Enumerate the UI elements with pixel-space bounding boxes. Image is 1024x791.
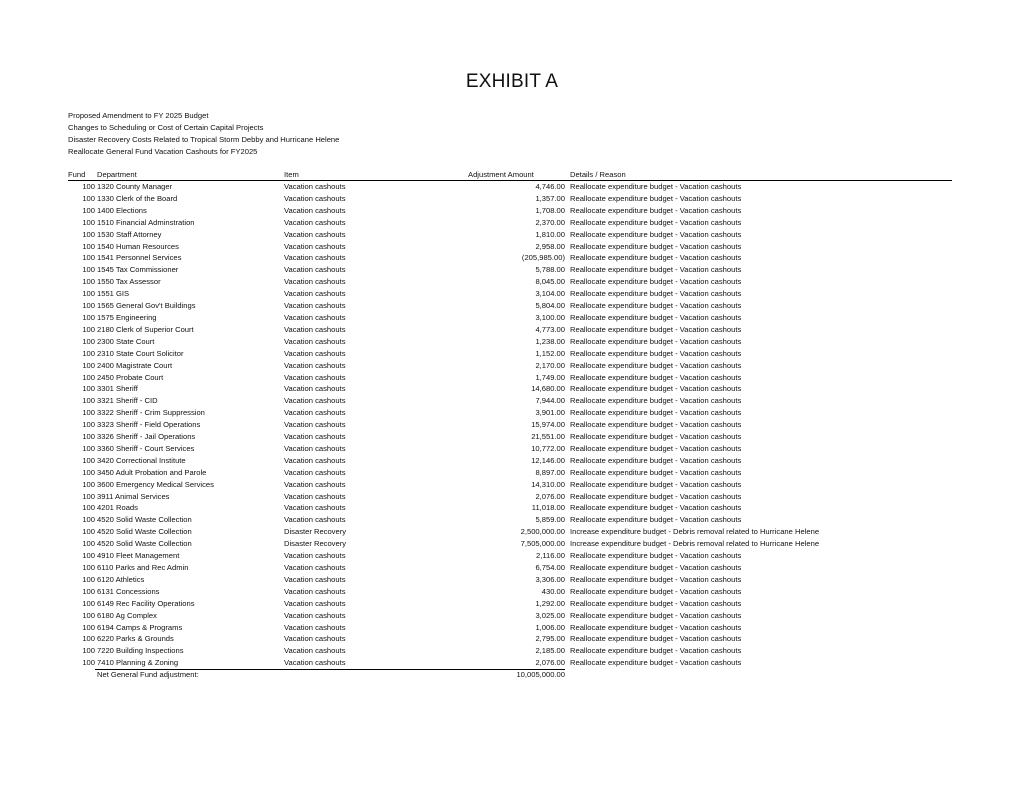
table-row bbox=[68, 193, 952, 205]
cell-amount: 1,152.00 bbox=[535, 348, 565, 358]
cell-fund: 100 bbox=[82, 658, 95, 668]
cell-department: 3450 Adult Probation and Parole bbox=[97, 467, 207, 477]
cell-item: Vacation cashouts bbox=[284, 443, 346, 453]
cell-details: Reallocate expenditure budget - Vacation cashouts bbox=[570, 372, 742, 382]
intro-line: Proposed Amendment to FY 2025 Budget bbox=[68, 111, 209, 120]
table-row bbox=[68, 360, 952, 372]
table-row bbox=[68, 300, 952, 312]
header-fund: Fund bbox=[68, 170, 86, 179]
cell-item: Vacation cashouts bbox=[284, 646, 346, 656]
cell-fund: 100 bbox=[82, 467, 95, 477]
table-row bbox=[68, 598, 952, 610]
table-row bbox=[68, 538, 952, 550]
cell-details: Reallocate expenditure budget - Vacation cashouts bbox=[570, 324, 742, 334]
cell-details: Reallocate expenditure budget - Vacation cashouts bbox=[570, 658, 742, 668]
cell-department: 3420 Correctional Institute bbox=[97, 455, 186, 465]
table-row bbox=[68, 633, 952, 645]
cell-fund: 100 bbox=[82, 646, 95, 656]
cell-department: 2450 Probate Court bbox=[97, 372, 164, 382]
cell-amount: 14,680.00 bbox=[531, 384, 565, 394]
cell-department: 1551 GIS bbox=[97, 289, 130, 299]
cell-department: 1530 Staff Attorney bbox=[97, 229, 162, 239]
cell-details: Reallocate expenditure budget - Vacation cashouts bbox=[570, 574, 742, 584]
cell-department: 3600 Emergency Medical Services bbox=[97, 479, 214, 489]
table-row bbox=[68, 491, 952, 503]
cell-department: 6110 Parks and Rec Admin bbox=[97, 563, 189, 572]
cell-department: 3323 Sheriff - Field Operations bbox=[97, 420, 201, 430]
cell-fund: 100 bbox=[82, 408, 95, 418]
cell-details: Reallocate expenditure budget - Vacation cashouts bbox=[570, 301, 742, 311]
cell-details: Reallocate expenditure budget - Vacation cashouts bbox=[570, 551, 742, 561]
cell-amount: 3,306.00 bbox=[535, 574, 565, 584]
cell-fund: 100 bbox=[82, 384, 95, 394]
cell-amount: 4,746.00 bbox=[535, 182, 565, 191]
cell-department: 6149 Rec Facility Operations bbox=[97, 598, 195, 608]
cell-amount: 5,788.00 bbox=[535, 265, 565, 275]
table-row bbox=[68, 419, 952, 431]
cell-fund: 100 bbox=[82, 527, 95, 537]
cell-item: Vacation cashouts bbox=[284, 348, 346, 358]
total-row bbox=[68, 669, 952, 681]
cell-details: Reallocate expenditure budget - Vacation cashouts bbox=[570, 193, 742, 203]
intro-line: Disaster Recovery Costs Related to Tropical Storm Debby and Hurricane Helene bbox=[68, 135, 340, 144]
cell-fund: 100 bbox=[82, 539, 95, 549]
cell-item: Vacation cashouts bbox=[284, 622, 346, 632]
cell-item: Vacation cashouts bbox=[284, 515, 346, 525]
cell-item: Vacation cashouts bbox=[284, 241, 346, 251]
cell-fund: 100 bbox=[82, 253, 95, 263]
cell-details: Reallocate expenditure budget - Vacation cashouts bbox=[570, 205, 742, 215]
table-row bbox=[68, 502, 952, 514]
cell-details: Reallocate expenditure budget - Vacation cashouts bbox=[570, 265, 742, 275]
cell-department: 2310 State Court Solicitor bbox=[97, 348, 184, 358]
total-amount: 10,005,000.00 bbox=[516, 670, 565, 680]
cell-amount: 12,146.00 bbox=[531, 455, 565, 465]
table-body bbox=[68, 181, 952, 669]
cell-amount: 1,238.00 bbox=[535, 336, 565, 346]
cell-department: 3360 Sheriff - Court Services bbox=[97, 443, 195, 453]
cell-amount: 430.00 bbox=[541, 586, 565, 596]
cell-amount: (205,985.00) bbox=[521, 253, 565, 263]
table-row bbox=[68, 395, 952, 407]
cell-fund: 100 bbox=[82, 336, 95, 346]
cell-details: Reallocate expenditure budget - Vacation cashouts bbox=[570, 610, 742, 620]
cell-details: Increase expenditure budget - Debris removal related to Hurricane Helene bbox=[570, 527, 820, 537]
cell-fund: 100 bbox=[82, 193, 95, 203]
table-header bbox=[68, 169, 952, 181]
cell-amount: 1,292.00 bbox=[535, 598, 565, 608]
cell-item: Vacation cashouts bbox=[284, 229, 346, 239]
table-row bbox=[68, 324, 952, 336]
cell-fund: 100 bbox=[82, 503, 95, 513]
cell-details: Reallocate expenditure budget - Vacation cashouts bbox=[570, 217, 742, 227]
cell-item: Vacation cashouts bbox=[284, 301, 346, 311]
cell-amount: 11,018.00 bbox=[531, 503, 565, 513]
cell-details: Reallocate expenditure budget - Vacation cashouts bbox=[570, 289, 742, 299]
cell-amount: 21,551.00 bbox=[531, 432, 565, 442]
cell-item: Vacation cashouts bbox=[284, 432, 346, 442]
cell-fund: 100 bbox=[82, 348, 95, 358]
cell-amount: 14,310.00 bbox=[531, 479, 565, 489]
cell-fund: 100 bbox=[82, 277, 95, 287]
table-row bbox=[68, 407, 952, 419]
cell-amount: 1,810.00 bbox=[535, 229, 565, 239]
table-row bbox=[68, 574, 952, 586]
cell-department: 1510 Financial Adminstration bbox=[97, 217, 195, 227]
cell-item: Vacation cashouts bbox=[284, 277, 346, 287]
exhibit-title: EXHIBIT A bbox=[465, 71, 559, 92]
cell-item: Vacation cashouts bbox=[284, 372, 346, 382]
cell-item: Vacation cashouts bbox=[284, 182, 346, 191]
cell-item: Vacation cashouts bbox=[284, 551, 346, 561]
cell-item: Vacation cashouts bbox=[284, 658, 346, 668]
cell-department: 1545 Tax Commissioner bbox=[97, 265, 179, 275]
cell-department: 1575 Engineering bbox=[97, 312, 157, 322]
table-row bbox=[68, 479, 952, 491]
cell-fund: 100 bbox=[82, 229, 95, 239]
cell-fund: 100 bbox=[82, 515, 95, 525]
cell-details: Increase expenditure budget - Debris removal related to Hurricane Helene bbox=[570, 539, 820, 549]
table-row bbox=[68, 241, 952, 253]
cell-item: Disaster Recovery bbox=[284, 539, 347, 549]
cell-fund: 100 bbox=[82, 241, 95, 251]
table-row bbox=[68, 181, 952, 193]
cell-fund: 100 bbox=[82, 598, 95, 608]
cell-amount: 6,754.00 bbox=[535, 563, 565, 572]
cell-details: Reallocate expenditure budget - Vacation cashouts bbox=[570, 396, 742, 406]
table-row bbox=[68, 348, 952, 360]
intro-line: Reallocate General Fund Vacation Cashouts for FY2025 bbox=[68, 147, 258, 156]
cell-details: Reallocate expenditure budget - Vacation cashouts bbox=[570, 455, 742, 465]
cell-fund: 100 bbox=[82, 479, 95, 489]
cell-amount: 5,859.00 bbox=[535, 515, 565, 525]
cell-amount: 3,104.00 bbox=[535, 289, 565, 299]
cell-fund: 100 bbox=[82, 574, 95, 584]
cell-fund: 100 bbox=[82, 360, 95, 370]
cell-item: Vacation cashouts bbox=[284, 408, 346, 418]
cell-item: Vacation cashouts bbox=[284, 610, 346, 620]
cell-details: Reallocate expenditure budget - Vacation cashouts bbox=[570, 563, 742, 572]
cell-details: Reallocate expenditure budget - Vacation cashouts bbox=[570, 598, 742, 608]
cell-item: Vacation cashouts bbox=[284, 289, 346, 299]
cell-department: 3322 Sheriff - Crim Suppression bbox=[97, 408, 205, 418]
table-row bbox=[68, 645, 952, 657]
cell-amount: 3,025.00 bbox=[535, 610, 565, 620]
cell-details: Reallocate expenditure budget - Vacation cashouts bbox=[570, 479, 742, 489]
table-row bbox=[68, 610, 952, 622]
cell-department: 2300 State Court bbox=[97, 336, 155, 346]
cell-amount: 3,901.00 bbox=[535, 408, 565, 418]
cell-item: Vacation cashouts bbox=[284, 312, 346, 322]
cell-fund: 100 bbox=[82, 396, 95, 406]
cell-department: 1550 Tax Assessor bbox=[97, 277, 161, 287]
cell-details: Reallocate expenditure budget - Vacation cashouts bbox=[570, 360, 742, 370]
budget-table bbox=[68, 169, 952, 681]
cell-details: Reallocate expenditure budget - Vacation cashouts bbox=[570, 277, 742, 287]
cell-department: 7410 Planning & Zoning bbox=[97, 658, 179, 668]
cell-amount: 8,897.00 bbox=[535, 467, 565, 477]
cell-department: 1330 Clerk of the Board bbox=[97, 193, 178, 203]
table-row bbox=[68, 443, 952, 455]
cell-fund: 100 bbox=[82, 634, 95, 644]
cell-details: Reallocate expenditure budget - Vacation cashouts bbox=[570, 491, 742, 501]
cell-amount: 2,795.00 bbox=[535, 634, 565, 644]
table-row bbox=[68, 431, 952, 443]
cell-amount: 5,804.00 bbox=[535, 301, 565, 311]
cell-department: 3301 Sheriff bbox=[97, 384, 138, 394]
cell-details: Reallocate expenditure budget - Vacation cashouts bbox=[570, 586, 742, 596]
table-row bbox=[68, 229, 952, 241]
cell-fund: 100 bbox=[82, 312, 95, 322]
cell-amount: 15,974.00 bbox=[531, 420, 565, 430]
cell-item: Vacation cashouts bbox=[284, 253, 346, 263]
cell-details: Reallocate expenditure budget - Vacation cashouts bbox=[570, 634, 742, 644]
header-department: Department bbox=[97, 170, 137, 179]
table-row bbox=[68, 550, 952, 562]
cell-amount: 1,357.00 bbox=[535, 193, 565, 203]
cell-department: 4520 Solid Waste Collection bbox=[97, 527, 192, 537]
cell-item: Vacation cashouts bbox=[284, 336, 346, 346]
cell-amount: 8,045.00 bbox=[535, 277, 565, 287]
cell-department: 2180 Clerk of Superior Court bbox=[97, 324, 194, 334]
cell-fund: 100 bbox=[82, 372, 95, 382]
cell-item: Vacation cashouts bbox=[284, 467, 346, 477]
cell-department: 6220 Parks & Grounds bbox=[97, 634, 174, 644]
cell-department: 1320 County Manager bbox=[97, 182, 173, 191]
cell-item: Vacation cashouts bbox=[284, 563, 346, 572]
cell-details: Reallocate expenditure budget - Vacation cashouts bbox=[570, 241, 742, 251]
cell-item: Vacation cashouts bbox=[284, 598, 346, 608]
cell-amount: 1,006.00 bbox=[535, 622, 565, 632]
cell-details: Reallocate expenditure budget - Vacation cashouts bbox=[570, 467, 742, 477]
cell-fund: 100 bbox=[82, 491, 95, 501]
cell-department: 4520 Solid Waste Collection bbox=[97, 539, 192, 549]
cell-item: Vacation cashouts bbox=[284, 634, 346, 644]
cell-fund: 100 bbox=[82, 586, 95, 596]
cell-item: Vacation cashouts bbox=[284, 324, 346, 334]
cell-item: Vacation cashouts bbox=[284, 455, 346, 465]
cell-department: 6194 Camps & Programs bbox=[97, 622, 183, 632]
cell-item: Vacation cashouts bbox=[284, 217, 346, 227]
cell-fund: 100 bbox=[82, 610, 95, 620]
table-row bbox=[68, 217, 952, 229]
intro-line: Changes to Scheduling or Cost of Certain Capital Projects bbox=[68, 123, 264, 132]
cell-amount: 1,749.00 bbox=[535, 372, 565, 382]
cell-item: Disaster Recovery bbox=[284, 527, 347, 537]
cell-fund: 100 bbox=[82, 551, 95, 561]
table-row bbox=[68, 383, 952, 395]
header-amount: Adjustment Amount bbox=[468, 170, 534, 179]
cell-amount: 4,773.00 bbox=[535, 324, 565, 334]
cell-department: 1540 Human Resources bbox=[97, 241, 179, 251]
cell-item: Vacation cashouts bbox=[284, 503, 346, 513]
cell-fund: 100 bbox=[82, 622, 95, 632]
table-row bbox=[68, 252, 952, 264]
cell-item: Vacation cashouts bbox=[284, 396, 346, 406]
cell-item: Vacation cashouts bbox=[284, 193, 346, 203]
cell-item: Vacation cashouts bbox=[284, 574, 346, 584]
cell-details: Reallocate expenditure budget - Vacation cashouts bbox=[570, 503, 742, 513]
cell-fund: 100 bbox=[82, 265, 95, 275]
table-row bbox=[68, 312, 952, 324]
cell-department: 2400 Magistrate Court bbox=[97, 360, 173, 370]
total-label: Net General Fund adjustment: bbox=[97, 670, 199, 680]
cell-item: Vacation cashouts bbox=[284, 384, 346, 394]
cell-amount: 7,505,000.00 bbox=[520, 539, 565, 549]
cell-details: Reallocate expenditure budget - Vacation cashouts bbox=[570, 408, 742, 418]
cell-amount: 7,944.00 bbox=[535, 396, 565, 406]
cell-amount: 2,076.00 bbox=[535, 658, 565, 668]
cell-amount: 2,185.00 bbox=[535, 646, 565, 656]
cell-amount: 3,100.00 bbox=[535, 312, 565, 322]
cell-department: 1541 Personnel Services bbox=[97, 253, 182, 263]
cell-department: 4520 Solid Waste Collection bbox=[97, 515, 192, 525]
cell-item: Vacation cashouts bbox=[284, 265, 346, 275]
cell-amount: 2,370.00 bbox=[535, 217, 565, 227]
table-row bbox=[68, 455, 952, 467]
cell-amount: 2,116.00 bbox=[536, 551, 565, 561]
cell-details: Reallocate expenditure budget - Vacation cashouts bbox=[570, 420, 742, 430]
table-row bbox=[68, 276, 952, 288]
table-row bbox=[68, 622, 952, 634]
table-row bbox=[68, 562, 952, 574]
cell-amount: 2,170.00 bbox=[535, 360, 565, 370]
table-row bbox=[68, 467, 952, 479]
table-row bbox=[68, 336, 952, 348]
table-row bbox=[68, 657, 952, 669]
cell-details: Reallocate expenditure budget - Vacation cashouts bbox=[570, 253, 742, 263]
cell-fund: 100 bbox=[82, 324, 95, 334]
table-row bbox=[68, 526, 952, 538]
cell-amount: 1,708.00 bbox=[535, 205, 565, 215]
cell-details: Reallocate expenditure budget - Vacation cashouts bbox=[570, 348, 742, 358]
cell-amount: 2,500,000.00 bbox=[520, 527, 565, 537]
cell-department: 6131 Concessions bbox=[97, 586, 160, 596]
cell-department: 1565 General Gov't Buildings bbox=[97, 301, 196, 311]
intro-block bbox=[68, 110, 339, 158]
cell-department: 1400 Elections bbox=[97, 205, 147, 215]
cell-details: Reallocate expenditure budget - Vacation cashouts bbox=[570, 336, 742, 346]
cell-fund: 100 bbox=[82, 205, 95, 215]
cell-item: Vacation cashouts bbox=[284, 491, 346, 501]
cell-details: Reallocate expenditure budget - Vacation cashouts bbox=[570, 312, 742, 322]
cell-details: Reallocate expenditure budget - Vacation cashouts bbox=[570, 229, 742, 239]
cell-department: 4910 Fleet Management bbox=[97, 551, 180, 561]
cell-details: Reallocate expenditure budget - Vacation cashouts bbox=[570, 622, 742, 632]
cell-department: 6120 Athletics bbox=[97, 574, 145, 584]
table-row bbox=[68, 372, 952, 384]
cell-item: Vacation cashouts bbox=[284, 420, 346, 430]
cell-fund: 100 bbox=[82, 443, 95, 453]
cell-amount: 2,076.00 bbox=[535, 491, 565, 501]
cell-fund: 100 bbox=[82, 301, 95, 311]
cell-department: 3911 Animal Services bbox=[97, 491, 170, 501]
table-row bbox=[68, 205, 952, 217]
cell-department: 7220 Building Inspections bbox=[97, 646, 184, 656]
cell-details: Reallocate expenditure budget - Vacation cashouts bbox=[570, 182, 742, 191]
cell-details: Reallocate expenditure budget - Vacation cashouts bbox=[570, 515, 742, 525]
cell-details: Reallocate expenditure budget - Vacation cashouts bbox=[570, 646, 742, 656]
cell-item: Vacation cashouts bbox=[284, 479, 346, 489]
cell-details: Reallocate expenditure budget - Vacation cashouts bbox=[570, 443, 742, 453]
cell-fund: 100 bbox=[82, 455, 95, 465]
cell-department: 6180 Ag Complex bbox=[97, 610, 157, 620]
table-row bbox=[68, 264, 952, 276]
cell-department: 3321 Sheriff - CID bbox=[97, 396, 158, 406]
cell-department: 3326 Sheriff - Jail Operations bbox=[97, 432, 196, 442]
table-row bbox=[68, 514, 952, 526]
header-item: Item bbox=[284, 170, 299, 179]
cell-fund: 100 bbox=[82, 182, 95, 191]
cell-details: Reallocate expenditure budget - Vacation cashouts bbox=[570, 384, 742, 394]
cell-amount: 10,772.00 bbox=[531, 443, 565, 453]
cell-fund: 100 bbox=[82, 432, 95, 442]
cell-fund: 100 bbox=[82, 420, 95, 430]
cell-department: 4201 Roads bbox=[97, 503, 138, 513]
cell-fund: 100 bbox=[82, 217, 95, 227]
cell-details: Reallocate expenditure budget - Vacation cashouts bbox=[570, 432, 742, 442]
cell-fund: 100 bbox=[82, 563, 95, 572]
table-row bbox=[68, 288, 952, 300]
cell-fund: 100 bbox=[82, 289, 95, 299]
cell-amount: 2,958.00 bbox=[535, 241, 565, 251]
cell-item: Vacation cashouts bbox=[284, 205, 346, 215]
cell-item: Vacation cashouts bbox=[284, 360, 346, 370]
table-row bbox=[68, 586, 952, 598]
header-details: Details / Reason bbox=[570, 170, 626, 179]
cell-item: Vacation cashouts bbox=[284, 586, 346, 596]
